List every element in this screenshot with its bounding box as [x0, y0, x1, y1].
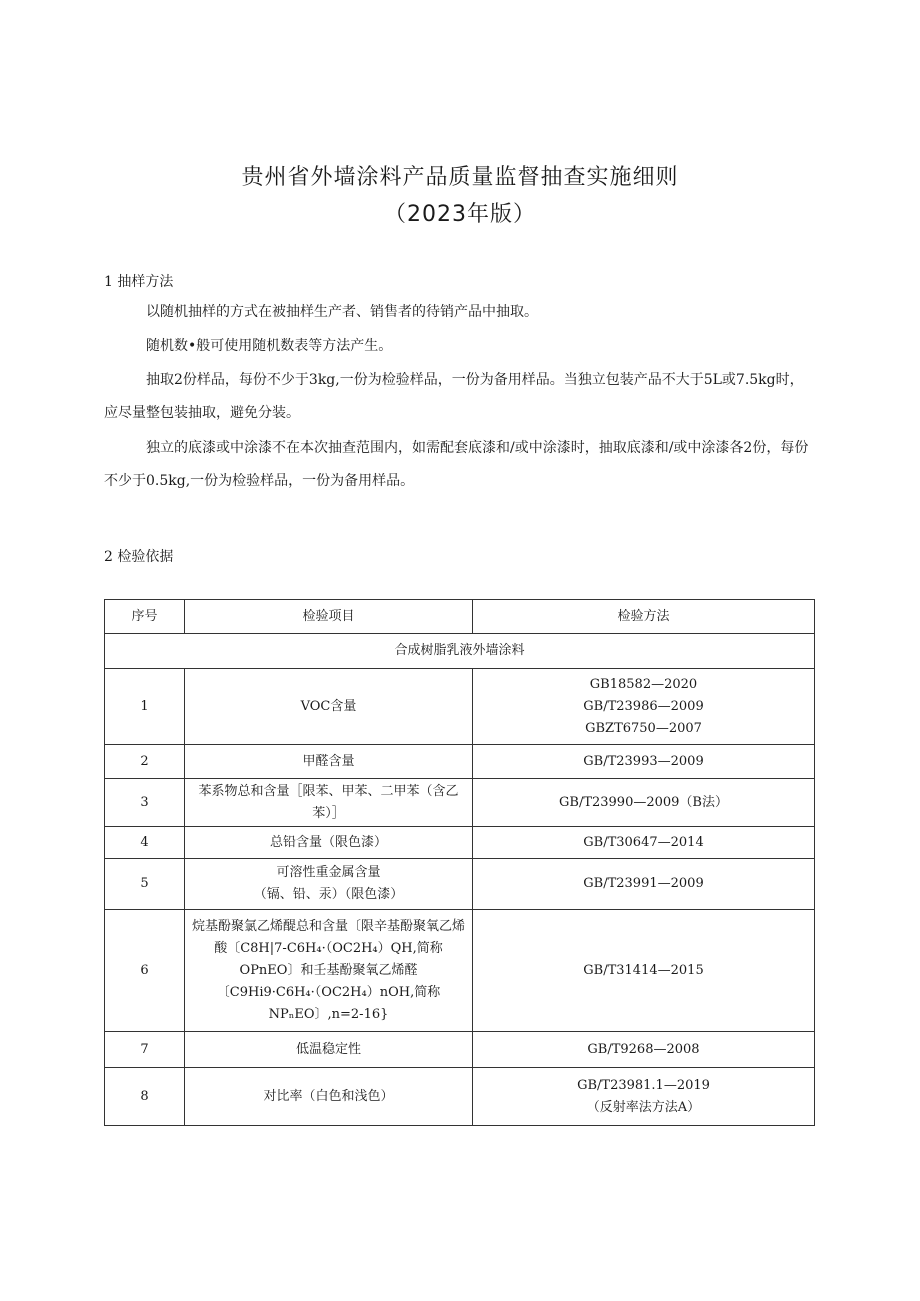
row-method: GB/T23991—2009 [473, 859, 815, 910]
row-method [473, 1068, 815, 1126]
row-no: 3 [105, 779, 185, 827]
item-line: 可溶性重金属含量 [276, 865, 381, 880]
row-item: 苯系物总和含量［限苯、甲苯、二甲苯（含乙苯）］ [185, 779, 473, 827]
table-row [105, 1032, 815, 1068]
product-category: 合成树脂乳液外墙涂料 [105, 634, 815, 669]
method-line: GB18582—2020 [589, 676, 698, 692]
header-method: 检验方法 [473, 600, 815, 634]
row-no: 8 [105, 1068, 185, 1126]
table-row [105, 1068, 815, 1126]
item-line: （镉、铅、汞）（限色漆） [253, 887, 404, 902]
row-item: 低温稳定性 [185, 1032, 473, 1068]
method-line: （反射率法方法A） [586, 1099, 701, 1115]
row-item: 烷基酚聚氯乙烯醍总和含量〔限辛基酚聚氧乙烯酸〔C8H|7-C6H₄·（OC2H₄）QH,简称OPnEO〕和壬基酚聚氧乙烯醛〔C9Hi9·C6H₄·（OC2H₄）nOH,简称NPₙEO〕,n=2-16} [185, 910, 473, 1032]
row-no: 1 [105, 669, 185, 745]
row-no: 4 [105, 827, 185, 859]
row-no: 6 [105, 910, 185, 1032]
document-edition: （2023年版） [384, 202, 536, 227]
row-no: 5 [105, 859, 185, 910]
table-row [105, 827, 815, 859]
paragraph: 抽取2份样品，每份不少于3kg,一份为检验样品，一份为备用样品。当独立包装产品不大于5L或7.5kg时，应尽量整包装抽取，避免分装。 [104, 372, 804, 421]
row-item: VOC含量 [185, 669, 473, 745]
row-method [473, 669, 815, 745]
header-no: 序号 [105, 600, 185, 634]
table-row [105, 779, 815, 827]
method-line: GB/T23981.1—2019 [577, 1077, 710, 1093]
row-method: GB/T31414—2015 [473, 910, 815, 1032]
header-item: 检验项目 [185, 600, 473, 634]
table-header-row [105, 600, 815, 634]
row-item: 总铅含量（限色漆） [185, 827, 473, 859]
table-row [105, 745, 815, 779]
row-method: GB/T9268—2008 [473, 1032, 815, 1068]
row-item: 对比率（白色和浅色） [185, 1068, 473, 1126]
section-heading-basis: 2 检验依据 [104, 549, 174, 565]
table-row [105, 859, 815, 910]
method-line: GBZT6750—2007 [585, 720, 702, 736]
row-method: GB/T23993—2009 [473, 745, 815, 779]
row-item [185, 859, 473, 910]
row-item: 甲醛含量 [185, 745, 473, 779]
row-method: GB/T30647—2014 [473, 827, 815, 859]
section-heading-sampling: 1 抽样方法 [104, 274, 174, 290]
inspection-table [104, 599, 815, 1126]
table-row [105, 669, 815, 745]
row-no: 7 [105, 1032, 185, 1068]
document-title: 贵州省外墙涂料产品质量监督抽查实施细则 [241, 165, 679, 190]
method-line: GB/T23986—2009 [583, 698, 704, 714]
paragraph: 独立的底漆或中涂漆不在本次抽查范围内，如需配套底漆和/或中涂漆时，抽取底漆和/或中涂漆各2份，每份不少于0.5kg,一份为检验样品，一份为备用样品。 [104, 440, 809, 489]
paragraph: 随机数•般可使用随机数表等方法产生。 [146, 338, 393, 354]
table-group-row [105, 634, 815, 669]
table-row [105, 910, 815, 1032]
row-method: GB/T23990—2009（B法） [473, 779, 815, 827]
paragraph: 以随机抽样的方式在被抽样生产者、销售者的待销产品中抽取。 [146, 304, 538, 320]
row-no: 2 [105, 745, 185, 779]
